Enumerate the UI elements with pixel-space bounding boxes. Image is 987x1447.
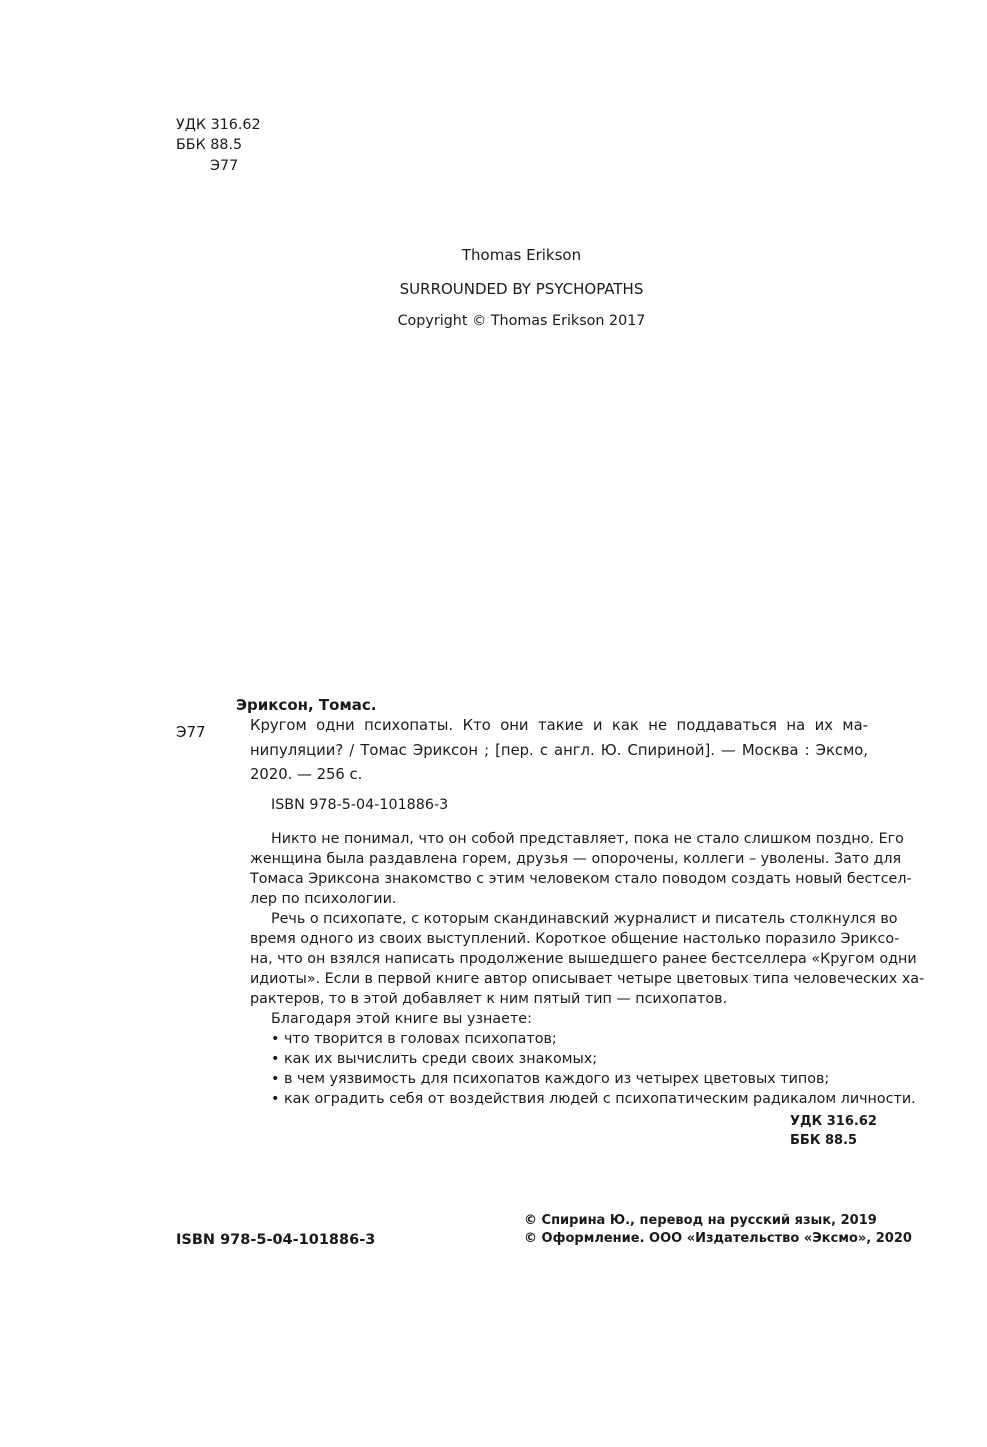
original-title: SURROUNDED BY PSYCHOPATHS	[399, 280, 644, 298]
udk-code: УДК 316.62	[176, 117, 261, 133]
footer-isbn: ISBN 978-5-04-101886-3	[176, 1232, 376, 1248]
annotation-line: женщина была раздавлена горем, друзья — опорочены, коллеги – уволены. Зато для	[250, 851, 902, 867]
annotation-line: рактеров, то в этой добавляет к ним пятый тип — психопатов.	[250, 991, 728, 1007]
list-item: • что творится в головах психопатов;	[271, 1031, 557, 1047]
design-copyright: © Оформление. ООО «Издательство «Эксмо», 2020	[524, 1231, 912, 1246]
catalog-isbn: ISBN 978-5-04-101886-3	[271, 797, 449, 813]
original-author: Thomas Erikson	[461, 246, 582, 264]
annotation	[250, 829, 925, 1109]
catalog-udk: УДК 316.62	[790, 1114, 877, 1129]
bib-line: Кругом одни психопаты. Кто они такие и как не поддаваться на их ма-	[250, 717, 868, 734]
annotation-line: время одного из своих выступлений. Короткое общение настолько поразило Эриксо-	[250, 931, 900, 947]
bbk-code: ББК 88.5	[176, 137, 243, 153]
annotation-line: Речь о психопате, с которым скандинавский журналист и писатель столкнулся во	[271, 911, 898, 927]
annotation-line: Никто не понимал, что он собой представляет, пока не стало слишком поздно. Его	[271, 831, 904, 847]
catalog-author-sign: Э77	[176, 723, 206, 741]
bib-line: 2020. — 256 с.	[250, 766, 363, 783]
annotation-line: Благодаря этой книге вы узнаете:	[271, 1011, 532, 1027]
bib-line: нипуляции? / Томас Эриксон ; [пер. с англ. Ю. Спириной]. — Москва : Эксмо,	[250, 742, 868, 759]
list-item: • в чем уязвимость для психопатов каждого из четырех цветовых типов;	[271, 1071, 830, 1087]
annotation-line: лер по психологии.	[250, 891, 397, 907]
annotation-line: Томаса Эриксона знакомство с этим человеком стало поводом создать новый бестсел-	[250, 871, 912, 887]
annotation-line: идиоты». Если в первой книге автор описывает четыре цветовых типа человеческих ха-	[250, 971, 925, 987]
catalog-author-heading: Эриксон, Томас.	[236, 696, 377, 714]
annotation-line: на, что он взялся написать продолжение вышедшего ранее бестселлера «Кругом одни	[250, 951, 917, 967]
original-copyright: Copyright © Thomas Erikson 2017	[397, 313, 646, 329]
translation-copyright: © Спирина Ю., перевод на русский язык, 2019	[524, 1213, 877, 1228]
catalog-bbk: ББК 88.5	[790, 1133, 858, 1148]
list-item: • как их вычислить среди своих знакомых;	[271, 1051, 598, 1067]
author-sign-code: Э77	[210, 158, 239, 174]
list-item: • как оградить себя от воздействия людей с психопатическим радикалом личности.	[271, 1091, 916, 1107]
